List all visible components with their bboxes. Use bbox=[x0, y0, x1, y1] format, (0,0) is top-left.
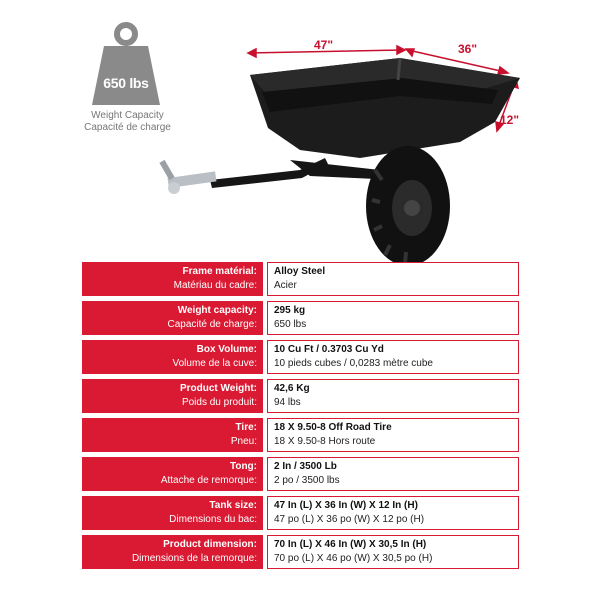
spec-label bbox=[82, 262, 263, 296]
dimension-length-label: 47" bbox=[314, 38, 334, 52]
dimension-width-label: 36" bbox=[458, 42, 478, 56]
spec-label-en: Frame matérial: bbox=[182, 266, 257, 277]
spec-value-fr: 94 lbs bbox=[274, 397, 301, 408]
spec-row-product-weight bbox=[82, 379, 519, 413]
spec-label bbox=[82, 340, 263, 374]
trailer-image bbox=[150, 30, 550, 275]
spec-label-en: Box Volume: bbox=[196, 344, 257, 355]
spec-row-product-dimension bbox=[82, 535, 519, 569]
spec-value bbox=[267, 535, 519, 569]
spec-row-box-volume bbox=[82, 340, 519, 374]
spec-value-en: Alloy Steel bbox=[274, 266, 326, 277]
spec-label-en: Product dimension: bbox=[163, 539, 257, 550]
spec-value-en: 2 In / 3500 Lb bbox=[274, 461, 337, 472]
spec-row-tong bbox=[82, 457, 519, 491]
spec-value-en: 295 kg bbox=[274, 305, 306, 316]
spec-label-fr: Volume de la cuve: bbox=[172, 358, 257, 369]
spec-value-en: 47 In (L) X 36 In (W) X 12 In (H) bbox=[274, 500, 418, 511]
spec-value-fr: 18 X 9.50-8 Hors route bbox=[274, 436, 376, 447]
spec-label-fr: Matériau du cadre: bbox=[173, 280, 257, 291]
spec-label-fr: Attache de remorque: bbox=[160, 475, 257, 486]
spec-label-fr: Poids du produit: bbox=[181, 397, 257, 408]
weight-capacity-value: 650 lbs bbox=[103, 75, 149, 91]
spec-value bbox=[267, 340, 519, 374]
spec-label bbox=[82, 379, 263, 413]
spec-label-fr: Dimensions de la remorque: bbox=[131, 553, 257, 564]
spec-label-fr: Capacité de charge: bbox=[167, 319, 257, 330]
spec-table bbox=[82, 262, 519, 574]
spec-value-fr: 47 po (L) X 36 po (W) X 12 po (H) bbox=[274, 514, 425, 525]
spec-label-en: Tire: bbox=[235, 422, 257, 433]
spec-value bbox=[267, 457, 519, 491]
spec-value bbox=[267, 379, 519, 413]
weight-caption-en: Weight Capacity bbox=[91, 110, 164, 121]
spec-row-weight-capacity bbox=[82, 301, 519, 335]
spec-value-fr: 650 lbs bbox=[274, 319, 307, 330]
weight-caption-fr: Capacité de charge bbox=[84, 122, 171, 133]
spec-label-en: Weight capacity: bbox=[177, 305, 257, 316]
spec-label-fr: Pneu: bbox=[230, 436, 257, 447]
spec-value-en: 18 X 9.50-8 Off Road Tire bbox=[274, 422, 392, 433]
spec-label-en: Tank size: bbox=[209, 500, 257, 511]
spec-value-fr: Acier bbox=[274, 280, 297, 291]
spec-label bbox=[82, 535, 263, 569]
dimension-depth-label: 12" bbox=[500, 113, 520, 127]
spec-row-frame-material bbox=[82, 262, 519, 296]
spec-label-fr: Dimensions du bac: bbox=[169, 514, 257, 525]
spec-label bbox=[82, 418, 263, 452]
spec-value bbox=[267, 418, 519, 452]
spec-row-tire bbox=[82, 418, 519, 452]
spec-value-en: 10 Cu Ft / 0.3703 Cu Yd bbox=[274, 344, 384, 355]
spec-label bbox=[82, 301, 263, 335]
spec-row-tank-size bbox=[82, 496, 519, 530]
spec-label-en: Product Weight: bbox=[179, 383, 257, 394]
spec-label bbox=[82, 457, 263, 491]
spec-label bbox=[82, 496, 263, 530]
spec-value-fr: 2 po / 3500 lbs bbox=[274, 475, 340, 486]
spec-value bbox=[267, 301, 519, 335]
spec-value-en: 42,6 Kg bbox=[274, 383, 310, 394]
spec-value-fr: 10 pieds cubes / 0,0283 mètre cube bbox=[274, 358, 433, 369]
spec-label-en: Tong: bbox=[229, 461, 257, 472]
spec-value-fr: 70 po (L) X 46 po (W) X 30,5 po (H) bbox=[274, 553, 433, 564]
spec-value bbox=[267, 496, 519, 530]
spec-value-en: 70 In (L) X 46 In (W) X 30,5 In (H) bbox=[274, 539, 427, 550]
spec-value bbox=[267, 262, 519, 296]
